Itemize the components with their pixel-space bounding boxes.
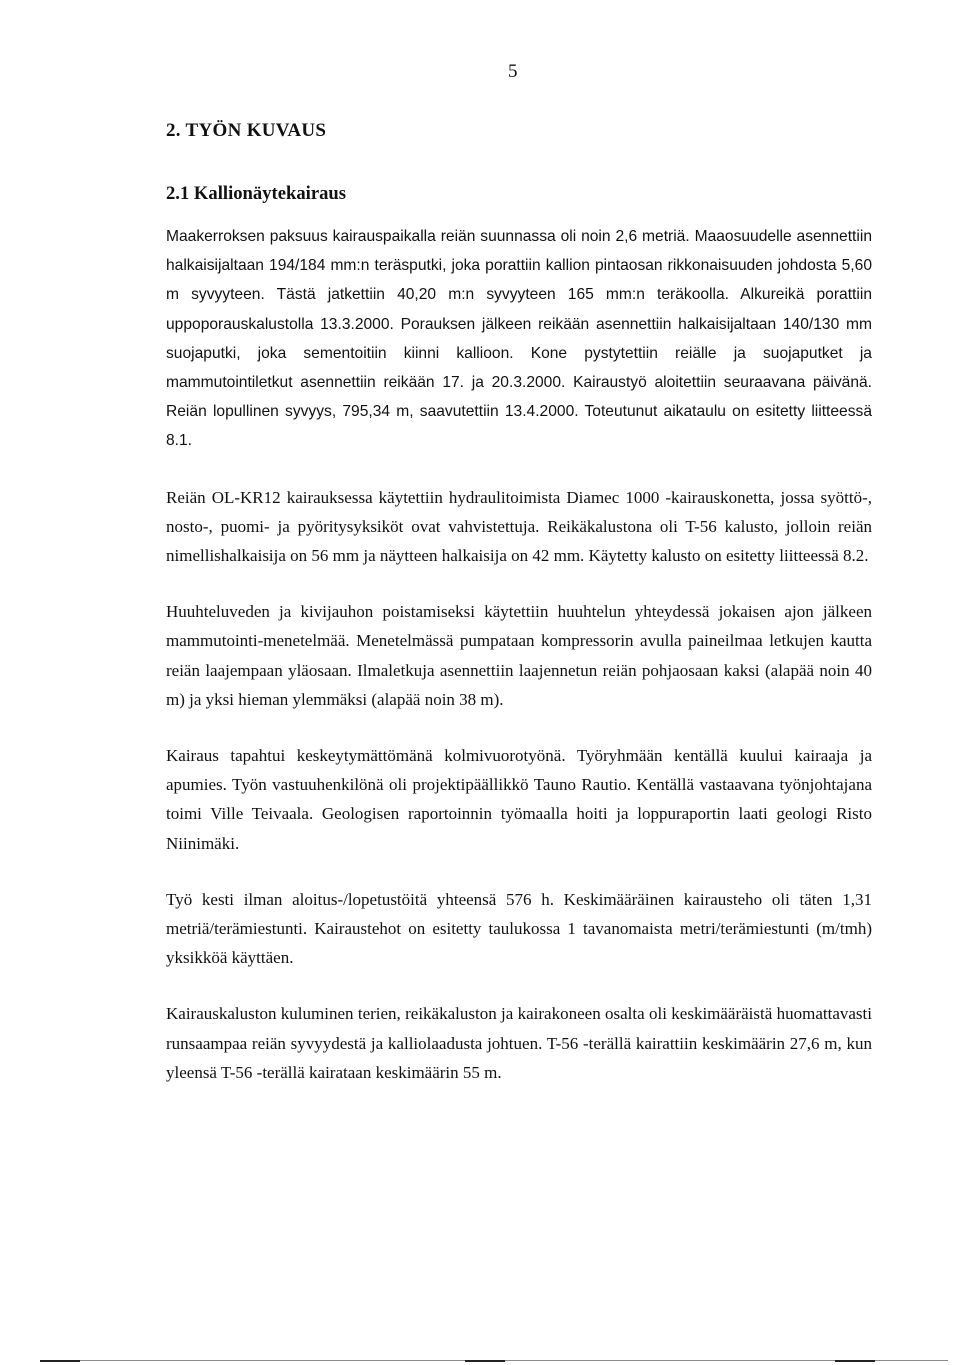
page-number: 5 [508, 61, 518, 82]
paragraph-work-organization: Kairaus tapahtui keskeytymättömänä kolmivuorotyönä. Työryhmään kentällä kuului kairaaja ja apumies. Työn vastuuhenkilönä oli projektipäällikkö Tauno Rautio. Kentällä vastaavana työnjohtajana toimi Ville Teivaala. Geologisen raportoinnin työmaalla hoiti ja loppuraportin laati geologi Risto Niinimäki. [166, 746, 872, 853]
scan-bottom-mark-center [465, 1360, 505, 1362]
paragraph-ground-and-casing: Maakerroksen paksuus kairauspaikalla reiän suunnassa oli noin 2,6 metriä. Maaosuudelle asennettiin halkaisijaltaan 194/184 mm:n teräsputki, joka porattiin kallion pintaosan rikkonaisuuden johdosta 5,60 m syvyyteen. Tästä jatkettiin 40,20 m:n syvyyteen 165 mm:n teräkoolla. Alkureikä porattiin uppoporauskalustolla 13.3.2000. Porauksen jälkeen reikään asennettiin halkaisijaltaan 140/130 mm suojaputki, joka sementoitiin kiinni kallioon. Kone pystytettiin reiälle ja suojaputket ja mammutointiletkut asennettiin reikään 17. ja 20.3.2000. Kairaustyö aloitettiin seuraavana päivänä. Reiän lopullinen syvyys, 795,34 m, saavutettiin 13.4.2000. Toteutunut aikataulu on esitetty liitteessä 8.1. [166, 228, 872, 450]
paragraph-drilling-equipment: Reiän OL-KR12 kairauksessa käytettiin hydraulitoimista Diamec 1000 -kairauskonetta, jossa syöttö-, nosto-, puomi- ja pyöritysyksiköt ovat vahvistettuja. Reikäkalustona oli T-56 kalusto, jolloin reiän nimellishalkaisija on 56 mm ja näytteen halkaisija on 42 mm. Käytetty kalusto on esitetty liitteessä 8.2. [166, 487, 872, 566]
section-heading: 2.1 Kallionäytekairaus [166, 182, 347, 204]
scan-bottom-mark-left [40, 1360, 80, 1362]
paragraph-equipment-wear: Kairauskaluston kuluminen terien, reikäkaluston ja kairakoneen osalta oli keskimääräistä huomattavasti runsaampaa reiän syvyydestä ja kalliolaadusta johtuen. T-56 -terällä kairattiin keskimäärin 27,6 m, kun yleensä T-56 -terällä kairataan keskimäärin 55 m. [166, 1004, 872, 1082]
section-body [166, 222, 872, 1087]
paragraph-flushing-method: Huuhteluveden ja kivijauhon poistamiseksi käytettiin huuhtelun yhteydessä jokaisen ajon jälkeen mammutointi-menetelmää. Menetelmässä pumpataan kompressorin avulla paineilmaa letkujen kautta reiän laajempaan yläosaan. Ilmaletkuja asennettiin laajennetun reiän pohjaosaan kaksi (alapää noin 40 m) ja yksi hieman ylemmäksi (alapää noin 38 m). [166, 602, 872, 709]
scan-bottom-mark-right [835, 1360, 875, 1362]
paragraph-work-duration: Työ kesti ilman aloitus-/lopetustöitä yhteensä 576 h. Keskimääräinen kairausteho oli täten 1,31 metriä/terämiestunti. Kairaustehot on esitetty taulukossa 1 tavanomaista metri/terämiestunti (m/tmh) yksikköä käyttäen. [166, 889, 872, 968]
chapter-heading: 2. TYÖN KUVAUS [166, 119, 327, 141]
